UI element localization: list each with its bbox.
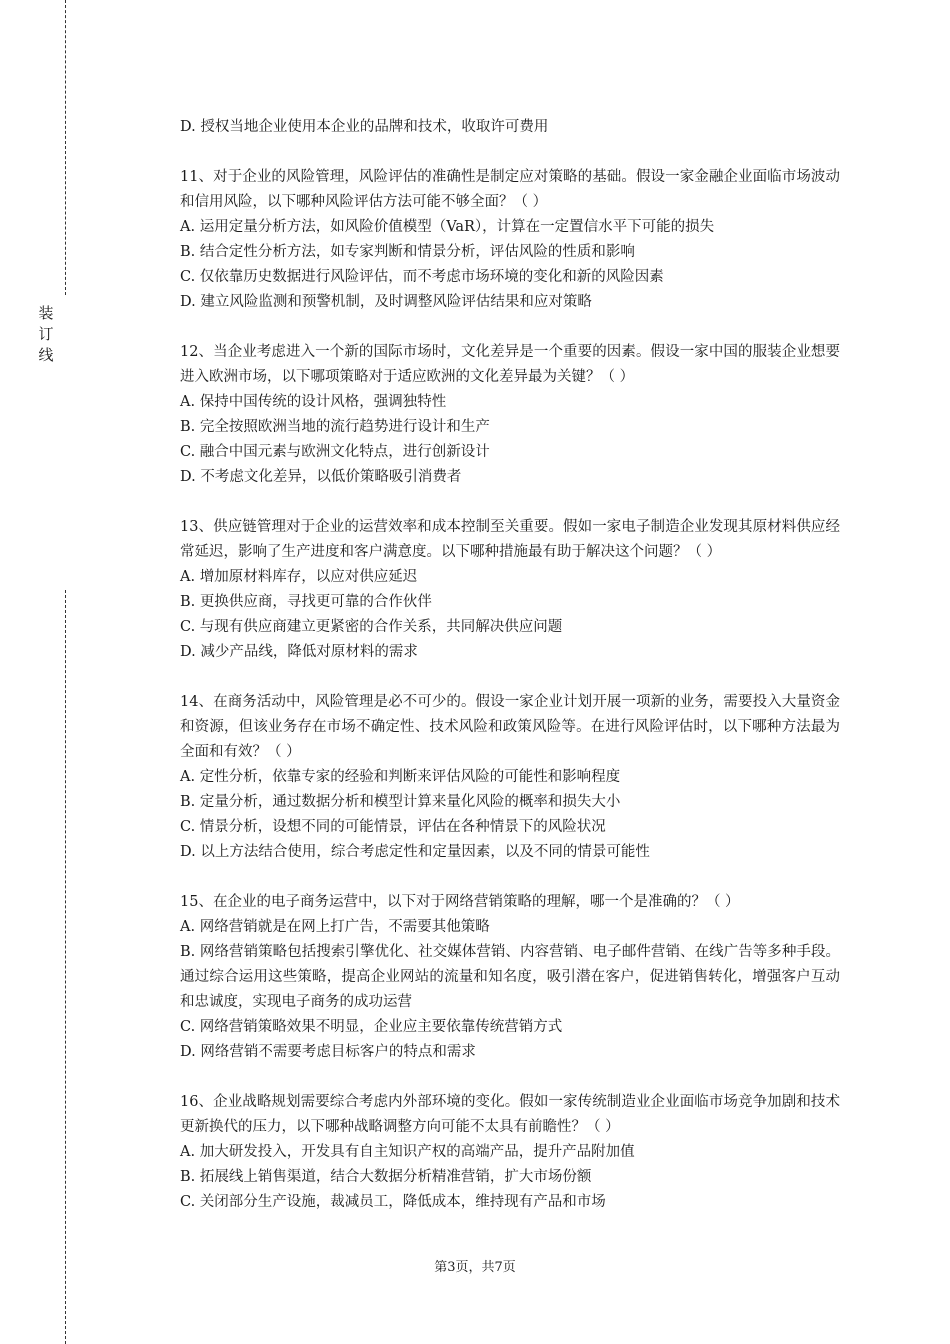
option-d: D. 不考虑文化差异，以低价策略吸引消费者	[180, 469, 462, 485]
option-c: C. 情景分析，设想不同的可能情景，评估在各种情景下的风险状况	[180, 819, 606, 835]
binding-char: 线	[38, 346, 54, 364]
option-a: A. 网络营销就是在网上打广告，不需要其他策略	[180, 919, 490, 935]
option-c: C. 仅依靠历史数据进行风险评估，而不考虑市场环境的变化和新的风险因素	[180, 269, 664, 285]
question-15	[180, 890, 840, 1065]
option-c: C. 与现有供应商建立更紧密的合作关系，共同解决供应问题	[180, 619, 563, 635]
question-stem: 11、对于企业的风险管理，风险评估的准确性是制定应对策略的基础。假设一家金融企业面临市场波动和信用风险，以下哪种风险评估方法可能不够全面？（ ）	[180, 169, 840, 210]
option-b: B. 拓展线上销售渠道，结合大数据分析精准营销，扩大市场份额	[180, 1169, 592, 1185]
question-14	[180, 690, 840, 865]
option-a: A. 保持中国传统的设计风格，强调独特性	[180, 394, 447, 410]
option: D. 授权当地企业使用本企业的品牌和技术，收取许可费用	[180, 119, 549, 135]
page-content	[180, 115, 840, 1240]
binding-line-bottom	[65, 590, 66, 1344]
option-d: D. 以上方法结合使用，综合考虑定性和定量因素，以及不同的情景可能性	[180, 844, 650, 860]
binding-label	[37, 303, 55, 366]
question-stem: 16、企业战略规划需要综合考虑内外部环境的变化。假如一家传统制造业企业面临市场竞争加剧和技术更新换代的压力，以下哪种战略调整方向可能不太具有前瞻性？（ ）	[180, 1094, 840, 1135]
binding-char: 装	[38, 304, 54, 322]
question-13	[180, 515, 840, 665]
question-16	[180, 1090, 840, 1215]
binding-char: 订	[38, 325, 54, 343]
option-b: B. 结合定性分析方法，如专家判断和情景分析，评估风险的性质和影响	[180, 244, 635, 260]
question-stem: 12、当企业考虑进入一个新的国际市场时，文化差异是一个重要的因素。假设一家中国的服装企业想要进入欧洲市场，以下哪项策略对于适应欧洲的文化差异最为关键？（ ）	[180, 344, 840, 385]
option-a: A. 定性分析，依靠专家的经验和判断来评估风险的可能性和影响程度	[180, 769, 621, 785]
page-footer: 第3页，共7页	[434, 1260, 516, 1275]
question-stem: 13、供应链管理对于企业的运营效率和成本控制至关重要。假如一家电子制造企业发现其原材料供应经常延迟，影响了生产进度和客户满意度。以下哪种措施最有助于解决这个问题？（ ）	[180, 519, 840, 560]
option-c: C. 关闭部分生产设施，裁减员工，降低成本，维持现有产品和市场	[180, 1194, 606, 1210]
question-12	[180, 340, 840, 490]
option-c: C. 融合中国元素与欧洲文化特点，进行创新设计	[180, 444, 490, 460]
carry-over-question	[180, 115, 840, 140]
binding-line-top	[65, 0, 66, 295]
question-11	[180, 165, 840, 315]
option-a: A. 运用定量分析方法，如风险价值模型（VaR），计算在一定置信水平下可能的损失	[180, 219, 715, 235]
option-a: A. 加大研发投入，开发具有自主知识产权的高端产品，提升产品附加值	[180, 1144, 635, 1160]
option-d: D. 网络营销不需要考虑目标客户的特点和需求	[180, 1044, 476, 1060]
option-d: D. 建立风险监测和预警机制，及时调整风险评估结果和应对策略	[180, 294, 592, 310]
option-b: B. 完全按照欧洲当地的流行趋势进行设计和生产	[180, 419, 490, 435]
option-b: B. 网络营销策略包括搜索引擎优化、社交媒体营销、内容营销、电子邮件营销、在线广告等多种手段。通过综合运用这些策略，提高企业网站的流量和知名度，吸引潜在客户，促进销售转化，增强客户互动和忠诚度，实现电子商务的成功运营	[180, 944, 840, 1010]
option-c: C. 网络营销策略效果不明显，企业应主要依靠传统营销方式	[180, 1019, 563, 1035]
question-stem: 14、在商务活动中，风险管理是必不可少的。假设一家企业计划开展一项新的业务，需要投入大量资金和资源，但该业务存在市场不确定性、技术风险和政策风险等。在进行风险评估时，以下哪种方法最为全面和有效？（ ）	[180, 694, 840, 760]
question-stem: 15、在企业的电子商务运营中，以下对于网络营销策略的理解，哪一个是准确的？（ ）	[180, 894, 740, 910]
option-a: A. 增加原材料库存，以应对供应延迟	[180, 569, 418, 585]
option-d: D. 减少产品线，降低对原材料的需求	[180, 644, 418, 660]
option-b: B. 更换供应商，寻找更可靠的合作伙伴	[180, 594, 432, 610]
option-b: B. 定量分析，通过数据分析和模型计算来量化风险的概率和损失大小	[180, 794, 621, 810]
